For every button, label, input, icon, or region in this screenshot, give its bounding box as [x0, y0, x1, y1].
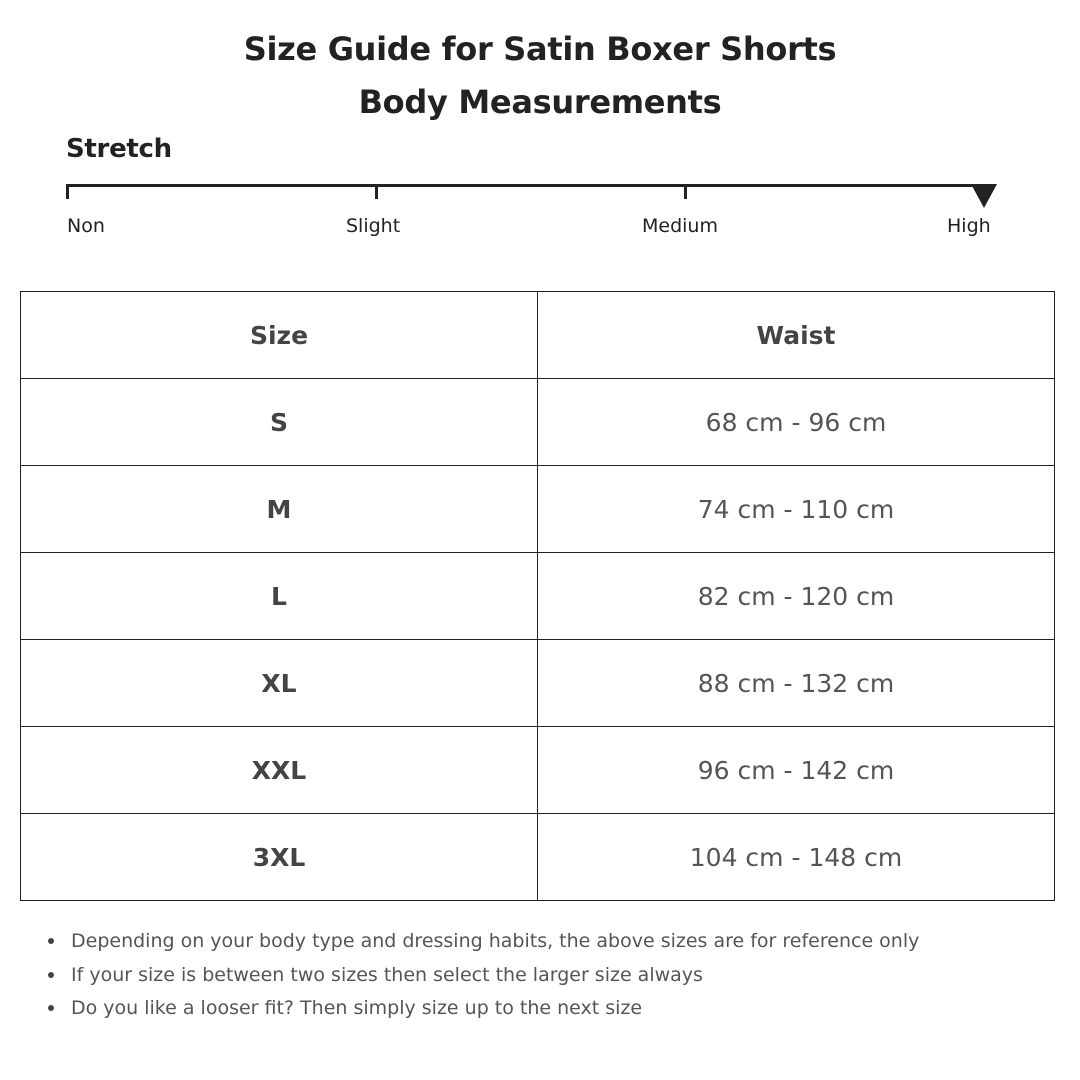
waist-cell: 82 cm - 120 cm [538, 553, 1055, 640]
table-row [21, 727, 1055, 814]
list-item: If your size is between two sizes then select the larger size always [46, 959, 919, 993]
size-cell: 3XL [21, 814, 538, 901]
stretch-level-non: Non [67, 215, 105, 237]
table-header-row [21, 292, 1055, 379]
stretch-level-high: High [947, 215, 991, 237]
waist-cell: 96 cm - 142 cm [538, 727, 1055, 814]
list-item: Depending on your body type and dressing habits, the above sizes are for reference only [46, 925, 919, 959]
stretch-marker-icon [971, 184, 997, 208]
table-row [21, 553, 1055, 640]
waist-cell: 68 cm - 96 cm [538, 379, 1055, 466]
waist-column-header: Waist [538, 292, 1055, 379]
size-cell: XL [21, 640, 538, 727]
stretch-tick-slight [375, 184, 378, 199]
stretch-level-slight: Slight [346, 215, 401, 237]
size-table [20, 291, 1055, 901]
page-title: Size Guide for Satin Boxer Shorts [243, 30, 837, 68]
table-row [21, 379, 1055, 466]
waist-cell: 88 cm - 132 cm [538, 640, 1055, 727]
table-row [21, 640, 1055, 727]
stretch-scale-line [66, 184, 988, 187]
table-row [21, 814, 1055, 901]
size-cell: S [21, 379, 538, 466]
notes-list [46, 925, 919, 1026]
stretch-level-medium: Medium [642, 215, 718, 237]
table-row [21, 466, 1055, 553]
list-item: Do you like a looser fit? Then simply size up to the next size [46, 992, 919, 1026]
size-cell: XXL [21, 727, 538, 814]
stretch-tick-non [66, 184, 69, 199]
stretch-label: Stretch [66, 134, 172, 164]
waist-cell: 104 cm - 148 cm [538, 814, 1055, 901]
stretch-tick-medium [684, 184, 687, 199]
size-cell: M [21, 466, 538, 553]
waist-cell: 74 cm - 110 cm [538, 466, 1055, 553]
size-column-header: Size [21, 292, 538, 379]
size-cell: L [21, 553, 538, 640]
page-subtitle: Body Measurements [358, 83, 722, 121]
